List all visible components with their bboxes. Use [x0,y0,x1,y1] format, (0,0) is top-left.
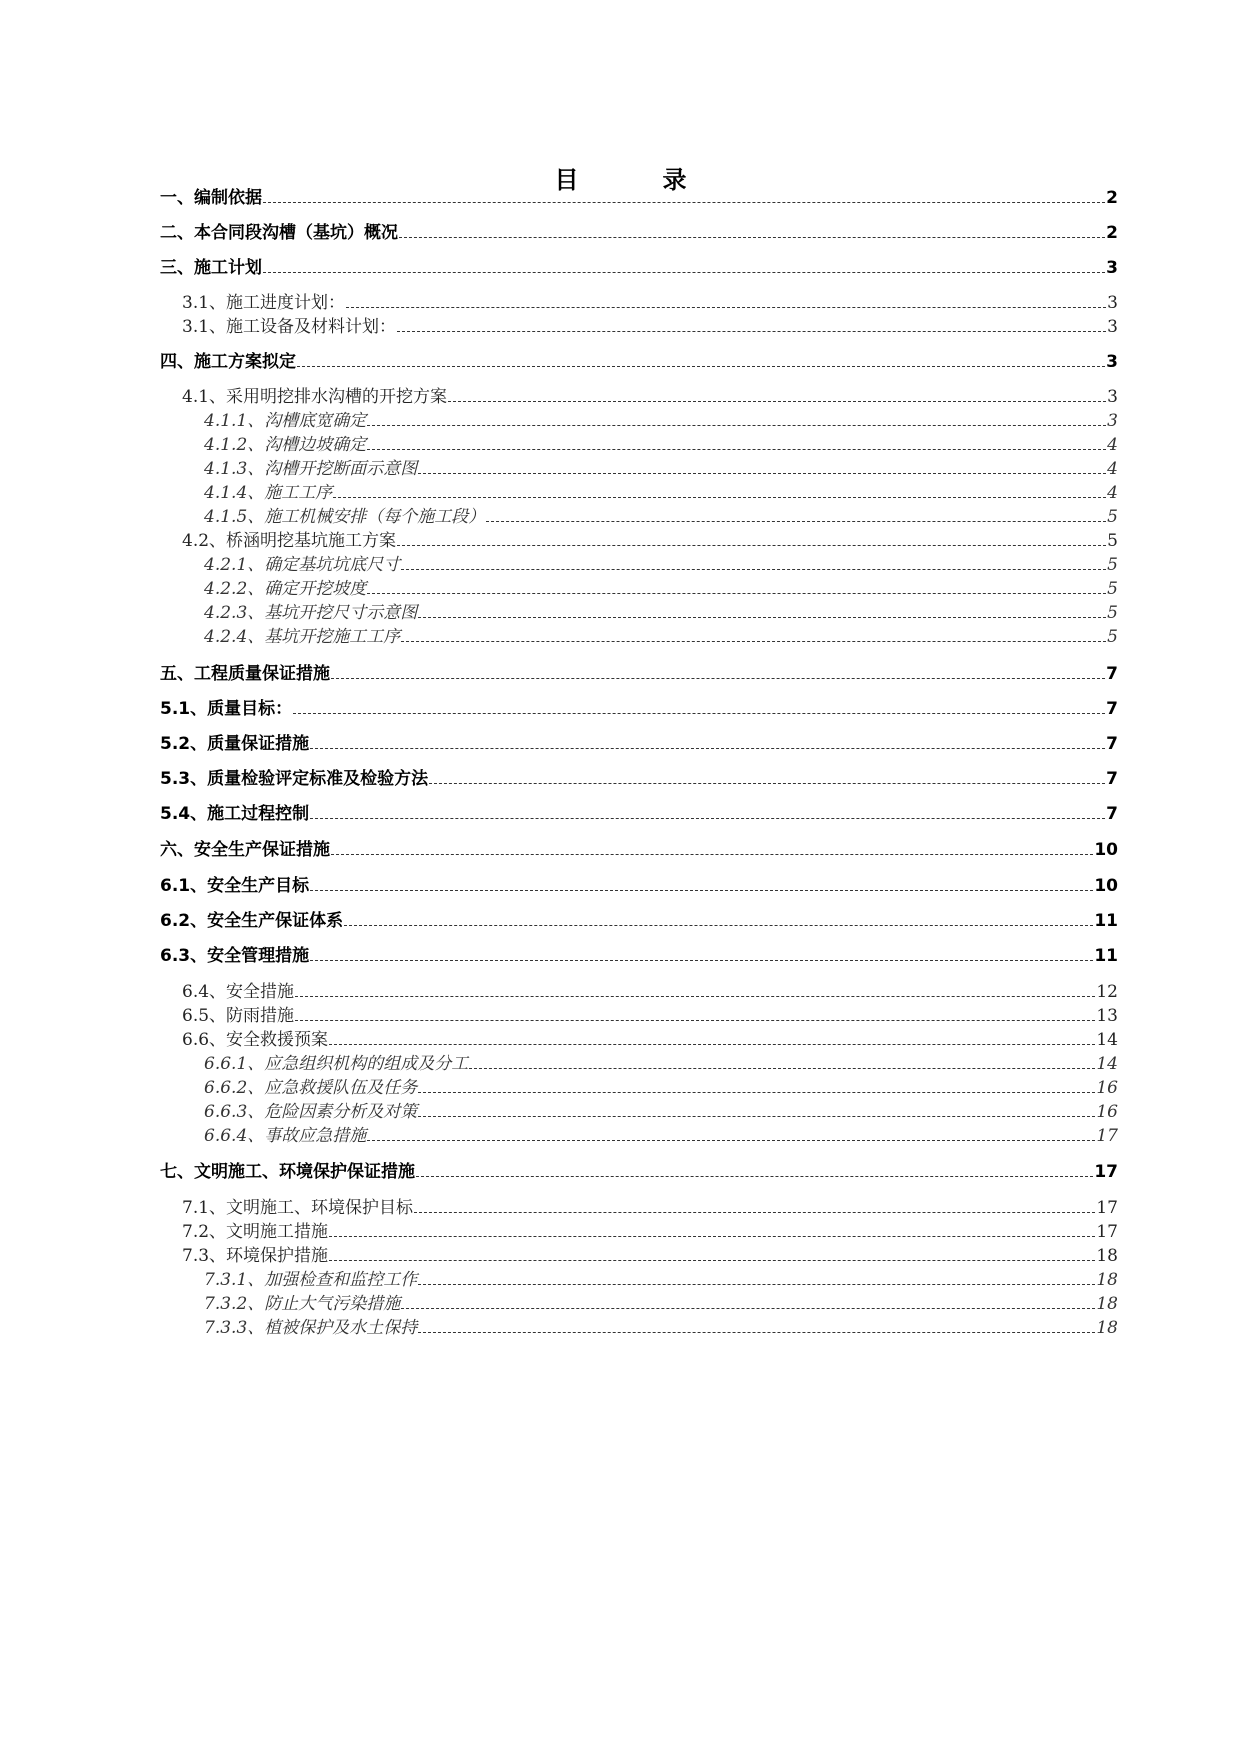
toc-entry-label: 五、工程质量保证措施 [160,664,330,684]
toc-entry-label: 7.3.2、防止大气污染措施 [204,1294,401,1314]
toc-dot-leader [263,202,1105,203]
toc-dot-leader [310,818,1105,819]
toc-dot-leader [295,1020,1095,1021]
toc-page-number: 4 [1107,435,1118,455]
toc-title: 目 录 [554,166,717,194]
toc-entry[interactable] [204,1289,1118,1315]
toc-entry-label: 6.3、安全管理措施 [160,946,310,966]
toc-page-number: 10 [1094,876,1118,896]
toc-entry[interactable] [160,906,1118,932]
toc-dot-leader [418,1116,1095,1117]
toc-entry-label: 4.1.5、施工机械安排（每个施工段） [204,507,486,527]
toc-entry[interactable] [182,288,1118,314]
toc-dot-leader [329,1236,1095,1237]
toc-page-number: 4 [1107,459,1118,479]
toc-page-number: 7 [1106,804,1118,824]
toc-page-number: 7 [1106,664,1118,684]
toc-dot-leader [331,678,1105,679]
toc-entry[interactable] [204,406,1118,432]
toc-entry[interactable] [204,550,1118,576]
toc-page-number: 17 [1096,1198,1118,1218]
toc-entry-label: 二、本合同段沟槽（基坑）概况 [160,223,398,243]
toc-page-number: 3 [1107,411,1118,431]
toc-entry-label: 4.1、采用明挖排水沟槽的开挖方案 [182,387,448,407]
toc-entry[interactable] [160,799,1118,825]
toc-page-number: 2 [1106,223,1118,243]
toc-page-number: 3 [1107,293,1118,313]
toc-entry[interactable] [204,1049,1118,1075]
toc-dot-leader [486,521,1106,522]
toc-dot-leader [418,1332,1095,1333]
toc-entry[interactable] [204,1313,1118,1339]
toc-entry[interactable] [160,347,1118,373]
toc-entry-label: 6.4、安全措施 [182,982,295,1002]
toc-dot-leader [414,1212,1095,1213]
toc-page-number: 10 [1094,840,1118,860]
toc-entry[interactable] [160,1157,1118,1183]
toc-entry[interactable] [160,218,1118,244]
toc-entry[interactable] [204,1121,1118,1147]
toc-dot-leader [310,890,1093,891]
toc-entry-label: 6.6、安全救援预案 [182,1030,329,1050]
toc-entry-label: 四、施工方案拟定 [160,352,296,372]
toc-page-number: 2 [1106,188,1118,208]
toc-page-number: 5 [1107,627,1118,647]
toc-dot-leader [401,1308,1095,1309]
toc-entry[interactable] [182,1001,1118,1027]
toc-page-number: 14 [1096,1054,1118,1074]
toc-dot-leader [416,1176,1093,1177]
toc-page-number: 5 [1107,603,1118,623]
toc-dot-leader [295,996,1095,997]
toc-page-number: 5 [1107,507,1118,527]
toc-entry[interactable] [160,835,1118,861]
toc-page-number: 18 [1096,1246,1118,1266]
toc-entry-label: 5.3、质量检验评定标准及检验方法 [160,769,429,789]
toc-entry[interactable] [204,1097,1118,1123]
toc-entry[interactable] [160,253,1118,279]
toc-entry[interactable] [204,622,1118,648]
toc-entry[interactable] [204,502,1118,528]
toc-page-number: 4 [1107,483,1118,503]
toc-page-number: 12 [1096,982,1118,1002]
toc-page-number: 16 [1096,1078,1118,1098]
toc-dot-leader [263,272,1105,273]
toc-page-number: 5 [1107,531,1118,551]
toc-entry-label: 6.5、防雨措施 [182,1006,295,1026]
toc-entry-label: 5.4、施工过程控制 [160,804,310,824]
toc-dot-leader [418,1284,1095,1285]
toc-page-number: 3 [1107,387,1118,407]
toc-dot-leader [310,960,1093,961]
toc-entry[interactable] [160,694,1118,720]
toc-entry-label: 4.2.2、确定开挖坡度 [204,579,367,599]
toc-entry[interactable] [160,871,1118,897]
toc-page-number: 18 [1096,1294,1118,1314]
toc-entry-label: 4.1.1、沟槽底宽确定 [204,411,367,431]
toc-entry-label: 6.6.3、危险因素分析及对策 [204,1102,418,1122]
toc-entry-label: 4.2.3、基坑开挖尺寸示意图 [204,603,418,623]
toc-dot-leader [293,713,1105,714]
toc-entry[interactable] [160,729,1118,755]
toc-dot-leader [397,331,1106,332]
toc-entry-label: 7.2、文明施工措施 [182,1222,329,1242]
toc-dot-leader [310,748,1105,749]
toc-page-number: 17 [1094,1162,1118,1182]
toc-dot-leader [397,545,1106,546]
toc-entry[interactable] [182,1217,1118,1243]
toc-entry-label: 7.3.3、植被保护及水土保持 [204,1318,418,1338]
toc-entry[interactable] [204,574,1118,600]
toc-entry-label: 6.6.4、事故应急措施 [204,1126,367,1146]
toc-dot-leader [297,366,1105,367]
toc-page-number: 11 [1094,911,1118,931]
toc-entry-label: 6.1、安全生产目标 [160,876,310,896]
toc-page-number: 17 [1096,1126,1118,1146]
toc-page-number: 14 [1096,1030,1118,1050]
toc-entry-label: 三、施工计划 [160,258,262,278]
toc-entry-label: 4.1.2、沟槽边坡确定 [204,435,367,455]
toc-dot-leader [344,925,1093,926]
toc-dot-leader [367,425,1106,426]
toc-entry[interactable] [182,1025,1118,1051]
toc-dot-leader [429,783,1105,784]
toc-entry[interactable] [160,764,1118,790]
toc-page-number: 13 [1096,1006,1118,1026]
toc-dot-leader [333,497,1106,498]
toc-dot-leader [401,641,1106,642]
toc-page-number: 3 [1106,258,1118,278]
toc-dot-leader [329,1260,1095,1261]
toc-entry-label: 7.3.1、加强检查和监控工作 [204,1270,418,1290]
toc-entry-label: 六、安全生产保证措施 [160,840,330,860]
toc-entry[interactable] [204,598,1118,624]
toc-entry-label: 3.1、施工设备及材料计划： [182,317,397,337]
toc-dot-leader [418,473,1106,474]
toc-page-number: 18 [1096,1318,1118,1338]
toc-entry-label: 一、编制依据 [160,188,262,208]
toc-dot-leader [367,1140,1095,1141]
toc-entry-label: 3.1、施工进度计划： [182,293,346,313]
toc-page-number: 5 [1107,555,1118,575]
toc-page-number: 18 [1096,1270,1118,1290]
toc-dot-leader [331,854,1093,855]
toc-entry[interactable] [204,1265,1118,1291]
toc-page-number: 17 [1096,1222,1118,1242]
toc-entry-label: 4.2.1、确定基坑坑底尺寸 [204,555,401,575]
toc-entry[interactable] [204,478,1118,504]
toc-page-number: 3 [1106,352,1118,372]
toc-dot-leader [346,307,1106,308]
toc-dot-leader [399,237,1105,238]
toc-dot-leader [418,1092,1095,1093]
toc-page-number: 5 [1107,579,1118,599]
toc-entry[interactable] [182,1241,1118,1267]
toc-entry[interactable] [204,1073,1118,1099]
toc-entry[interactable] [160,659,1118,685]
toc-entry-label: 7.1、文明施工、环境保护目标 [182,1198,414,1218]
toc-entry-label: 7.3、环境保护措施 [182,1246,329,1266]
toc-dot-leader [367,449,1106,450]
toc-entry[interactable] [182,977,1118,1003]
toc-entry[interactable] [182,312,1118,338]
toc-entry-label: 5.2、质量保证措施 [160,734,310,754]
toc-entry[interactable] [182,1193,1118,1219]
toc-dot-leader [401,569,1106,570]
toc-entry-label: 6.2、安全生产保证体系 [160,911,344,931]
toc-entry-label: 4.1.4、施工工序 [204,483,333,503]
toc-entry[interactable] [182,382,1118,408]
toc-dot-leader [418,617,1106,618]
toc-entry-label: 6.6.2、应急救援队伍及任务 [204,1078,418,1098]
toc-dot-leader [329,1044,1095,1045]
toc-entry-label: 5.1、质量目标： [160,699,293,719]
toc-dot-leader [367,593,1106,594]
toc-entry-label: 6.6.1、应急组织机构的组成及分工 [204,1054,469,1074]
toc-entry-label: 七、文明施工、环境保护保证措施 [160,1162,415,1182]
toc-entry-label: 4.1.3、沟槽开挖断面示意图 [204,459,418,479]
toc-entry-label: 4.2.4、基坑开挖施工工序 [204,627,401,647]
toc-entry[interactable] [204,430,1118,456]
toc-dot-leader [448,401,1106,402]
toc-entry[interactable] [160,941,1118,967]
toc-entry[interactable] [204,454,1118,480]
toc-dot-leader [469,1068,1095,1069]
toc-entry[interactable] [160,183,1118,209]
toc-entry[interactable] [182,526,1118,552]
toc-page-number: 7 [1106,769,1118,789]
toc-entry-label: 4.2、桥涵明挖基坑施工方案 [182,531,397,551]
toc-page-number: 16 [1096,1102,1118,1122]
toc-page-number: 7 [1106,699,1118,719]
toc-page-number: 11 [1094,946,1118,966]
toc-page-number: 7 [1106,734,1118,754]
toc-page-number: 3 [1107,317,1118,337]
